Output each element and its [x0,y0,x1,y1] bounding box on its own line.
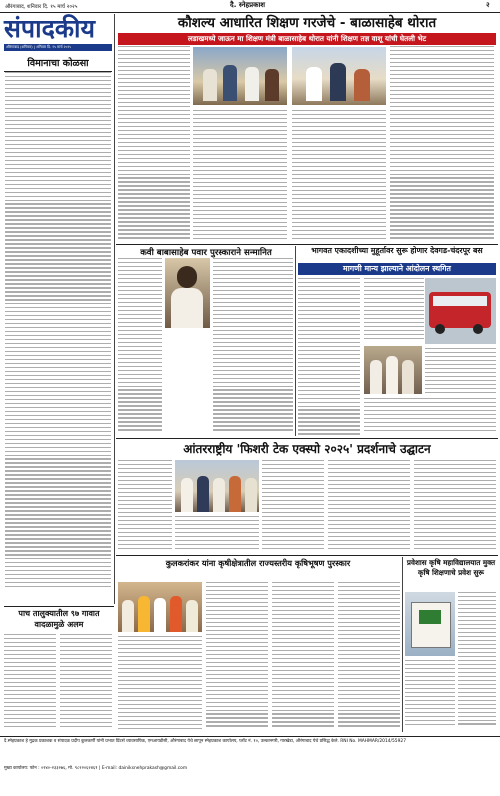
fisheries-col-3 [262,460,324,552]
villages-col-1 [4,634,56,730]
editorial-heading: विमानाचा कोळसा [4,56,112,72]
kavi-col-2 [213,258,293,436]
award-headline: कुलकरांकर यांना कृषीक्षेत्रातील राज्यस्तरीय कृषिभूषण पुरस्कार [165,558,351,568]
bus-subheadline: मागणी मान्य झाल्याने आंदोलन स्थगित [298,263,496,275]
editorial-body [5,72,111,592]
admission-col-2 [405,660,455,730]
award-col-3 [272,582,334,730]
bus-photo [425,278,496,344]
paper-name: दै. स्नेहप्रकाश [230,1,266,9]
top-bar [0,0,500,13]
lead-photo-2 [292,47,386,105]
lead-col-3 [292,110,386,242]
lead-col-1 [118,46,190,242]
bus-col-4 [425,348,496,396]
kavi-headline: कवी बाबासाहेब पवार पुरस्काराने सन्मानित [140,248,272,258]
admission-photo [405,592,455,656]
award-col-4 [338,582,400,730]
lead-col-4 [390,46,494,242]
lead-photo [193,47,287,105]
editorial-strip: औरंगाबाद (शनिवार) | शनिवार दि. १५ मार्च २०२५ [4,44,112,51]
page-number: २ [486,1,490,9]
fisheries-headline: आंतरराष्ट्रीय 'फिशरी टेक एक्स्पो २०२५' प्रदर्शनाचे उद्घाटन [183,442,431,456]
fisheries-col-5 [414,460,496,552]
bus-headline: भागवत एकादशीच्या मुहूर्तावर सुरू होणार देवगड-चंदरपूर बस [311,246,483,255]
bus-col-1 [298,278,360,436]
fisheries-col-1 [118,460,172,552]
editorial-masthead [4,14,112,54]
admission-headline: प्रवेशास कृषि महाविद्यालयात मुक्त कृषि शिक्षणाचे प्रवेश सुरू [406,558,496,577]
lead-col-2 [193,110,287,242]
fisheries-col-2 [175,516,259,552]
footer-imprint: दै.स्नेहप्रकाश हे मुद्रक प्रकाशक व संपादक प्रदीप कुलकर्णी यांनी प्रभात प्रिंटर्स व्यावसायिक, एमआयडीसी, औरंगाबाद येथे छापून स्नेहप्रकाश कार्यालय, प्लॉट नं. १०, उल्कानगरी, गारखेडा, औरंगाबाद येथे प्रसिद्ध केले. RNI No. MAHMAR/2014/55927 [4,739,406,744]
issue-date: औरंगाबाद, शनिवार दि. १५ मार्च २०२५ [5,4,78,10]
bus-col-3 [364,398,496,436]
kavi-col-1 [118,258,162,436]
award-photo [118,582,202,632]
kavi-photo [165,258,210,328]
bus-photo-2 [364,346,422,394]
award-col-2 [206,582,268,730]
footer-contact: मुख्य कार्यालय: फोन : ०२४०-२३३२७६, मो. ९८२२०६२४६१ | E-mail: dainiksnehprakash@gmail.com [4,766,188,771]
editorial-title: संपादकीय [4,14,96,43]
villages-headline: पाच तालुक्यातील ९७ गावात वादळामुळे अलम [18,609,100,629]
admission-col-1 [458,592,496,730]
lead-headline: कौशल्य आधारित शिक्षण गरजेचे - बाळासाहेब थोरात [177,15,437,31]
fisheries-col-4 [328,460,410,552]
villages-col-2 [60,634,112,730]
award-col-1 [118,636,202,730]
fisheries-photo [175,460,259,512]
bus-col-2 [364,278,424,344]
lead-subheadline: लडाखमध्ये जाऊन मा शिक्षण मंत्री बाळासाहेब थोरात यांनी शिक्षण तज्ञ वाशू यांची घेतली भेट [118,33,496,45]
